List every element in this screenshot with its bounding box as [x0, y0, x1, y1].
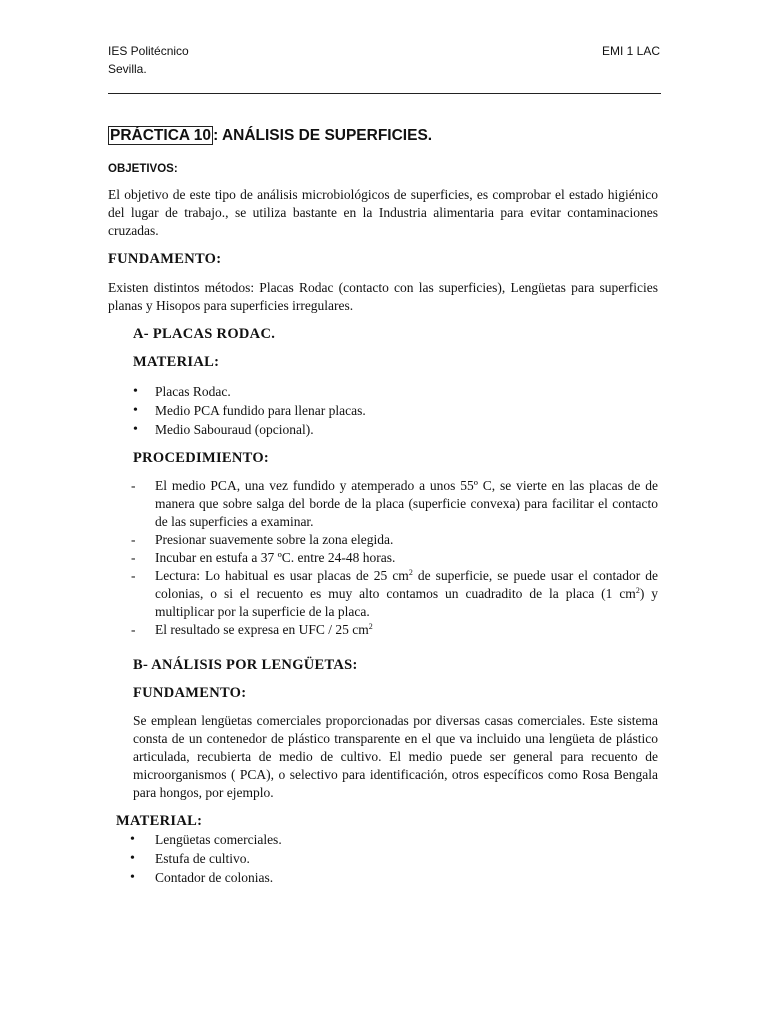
list-item: • Lengüetas comerciales. [130, 830, 650, 849]
superscript: 2 [635, 586, 640, 595]
fundamento-text: Existen distintos métodos: Placas Rodac (contacto con las superficies), Lengüetas para superficies planas y Hisopos para superficies irregulares. [108, 280, 658, 313]
section-b-fundamento-text: Se emplean lengüetas comerciales proporcionadas por diversas casas comerciales. Este sistema consta de un contenedor de plástico transparente en el que va incluido una lengüeta de plástico articulada, recubierta de medio de cultivo. El medio puede ser general para recuento de microorganismos ( PCA), o selectivo para identificación, otros específicos como Rosa Bengala para hongos, por ejemplo. [133, 713, 658, 800]
section-b-material-heading: MATERIAL: [116, 813, 203, 829]
list-item: - Presionar suavemente sobre la zona elegida. [131, 531, 658, 549]
header-school-line1: IES Politécnico [108, 44, 189, 58]
superscript: 2 [408, 568, 413, 577]
page-title [108, 127, 432, 145]
list-item: • Placas Rodac. [133, 382, 653, 401]
superscript: 2 [368, 622, 373, 631]
section-b-fundamento-heading: FUNDAMENTO: [133, 685, 247, 701]
header-course: EMI 1 LAC [601, 44, 660, 58]
objetivos-text: El objetivo de este tipo de análisis microbiológicos de superficies, es comprobar el estado higiénico del lugar de trabajo., se utiliza bastante en la Industria alimentaria para evitar contaminaciones cruzadas. [108, 187, 658, 238]
list-item: - El medio PCA, una vez fundido y atemperado a unos 55º C, se vierte en las placas de de manera que sobre salga del borde de la placa (superficie convexa) para facilitar el contacto de las superficies a examinar. [131, 477, 658, 531]
section-b-material-list [130, 830, 650, 887]
list-item: • Medio PCA fundido para llenar placas. [133, 401, 653, 420]
title-text: : ANÁLISIS DE SUPERFICIES. [213, 127, 433, 144]
list-item [131, 621, 658, 639]
fundamento-heading: FUNDAMENTO: [108, 251, 222, 267]
objetivos-heading: OBJETIVOS: [108, 163, 178, 175]
section-b-heading: B- ANÁLISIS POR LENGÜETAS: [133, 657, 358, 673]
step-text: Lectura: Lo habitual es usar placas de 25 cm [155, 568, 409, 583]
section-a-procedure-list [131, 477, 658, 639]
section-a-heading: A- PLACAS RODAC. [133, 326, 276, 342]
list-item: • Medio Sabouraud (opcional). [133, 420, 653, 439]
list-item: • Estufa de cultivo. [130, 849, 650, 868]
header-school-line2: Sevilla. [108, 62, 147, 76]
header-school [108, 42, 189, 78]
step-text: de superficie, se puede usar el contador de colonias, o si el recuento es muy alto contamos un cuadradito de la placa (1 cm [155, 568, 658, 601]
step-text: El resultado se expresa en UFC / 25 cm [155, 622, 369, 637]
step-text: ) y multiplicar por la superficie de la placa. [155, 586, 658, 619]
section-a-material-list [133, 382, 653, 439]
list-item: - Incubar en estufa a 37 ºC. entre 24-48 horas. [131, 549, 658, 567]
title-practice-number: PRÁCTICA 10 [110, 127, 212, 144]
header-divider [108, 93, 661, 94]
section-a-procedure-heading: PROCEDIMIENTO: [133, 450, 270, 466]
list-item [131, 567, 658, 621]
list-item: • Contador de colonias. [130, 868, 650, 887]
section-a-material-heading: MATERIAL: [133, 354, 220, 370]
